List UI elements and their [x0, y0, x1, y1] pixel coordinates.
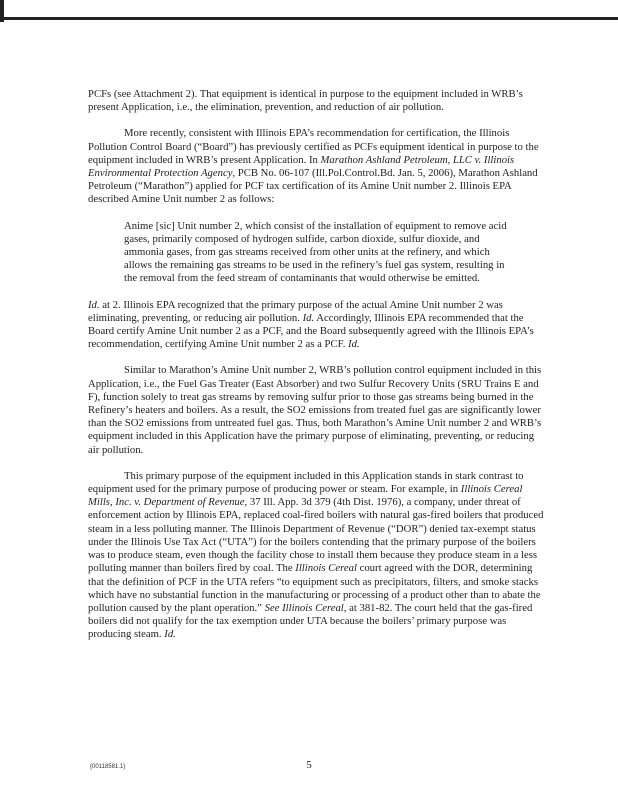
text-run: Accordingly, Illinois EPA recommended that the Board certify Amine Unit number 2 as a PCF, and the Board subsequently agreed with the Illinois EPA’s recommendation, certifying Amine Unit number 2 as a PCF.	[88, 311, 534, 351]
italic-citation: Id.	[348, 338, 360, 351]
text-run: , at 381-82. The court held that the gas-fired boilers did not qualify for the tax exemption under UTA because the boilers’ primary purpose was producing steam.	[88, 601, 533, 641]
italic-citation: Illinois Cereal Mills, Inc. v. Department of Revenue	[88, 483, 523, 509]
text-run: Similar to Marathon’s Amine Unit number 2, WRB’s pollution control equipment included in this Application, i.e., the Fuel Gas Treater (East Absorber) and two Sulfur Recovery Units (SRU Trains E and F), function solely to treat gas streams by removing sulfur prior to those gas streams being burned in the Refinery’s heaters and boilers. As a result, the SO2 emissions from treated fuel gas are significantly lower than the SO2 emissions from untreated fuel gas. Thus, both Marathon’s Amine Unit number 2 and WRB’s equipment included in this Application have the primary purpose of eliminating, preventing, or reducing air pollution.	[88, 364, 542, 456]
italic-citation: Id.	[88, 298, 100, 311]
italic-citation: Marathon Ashland Petroleum, LLC v. Illinois Environmental Protection Agency	[88, 153, 515, 180]
text-run: at 2. Illinois EPA recognized that the primary purpose of the actual Amine Unit number 2 was eliminating, preventing, or reducing air pollution.	[88, 298, 503, 324]
document-body	[88, 88, 548, 642]
text-run: This primary purpose of the equipment included in this Application stands in stark contrast to equipment used for the primary purpose of producing power or steam. For example, in	[88, 469, 524, 496]
paragraph-3	[88, 299, 548, 352]
block-quote	[124, 220, 514, 286]
paragraph-1	[88, 88, 548, 114]
text-run: , PCB No. 06-107 (Ill.Pol.Control.Bd. Jan. 5, 2006), Marathon Ashland Petroleum (“Marathon”) applied for PCF tax certification of its Amine Unit number 2. Illinois EPA described Amine Unit number 2 as follows:	[88, 167, 538, 206]
text-run: PCFs (see Attachment 2). That equipment is identical in purpose to the equipment included in WRB’s present Application, i.e., the elimination, prevention, and reduction of air pollution.	[88, 88, 523, 114]
paragraph-5	[88, 470, 548, 642]
text-run: More recently, consistent with Illinois EPA’s recommendation for certification, the Illinois Pollution Control Board (“Board”) has previously certified as PCFs equipment identical in purpose to the equipment included in WRB’s present Application. In	[88, 127, 539, 166]
text-run: court agreed with the DOR, determining that the definition of PCF in the UTA refers “to equipment such as precipitators, filters, and smoke stacks which have no substantial function in the manufacturing or processing of a product other than to abate the pollution caused by the plant operation.”	[88, 562, 541, 614]
page-number: 5	[306, 759, 312, 771]
paragraph-4	[88, 364, 548, 456]
text-run: , 37 Ill. App. 3d 379 (4th Dist. 1976), a company, under threat of enforcement action by Illinois EPA, replaced coal-fired boilers with natural gas-fired boilers that produced steam in a less polluting manner. The Illinois Department of Revenue (“DOR”) denied tax-exempt status under the Illinois Use Tax Act (“UTA”) for the boilers contending that the primary purpose of the boilers was to produce steam, even though the facility chose to install them because they produce steam in a less polluting manner than boilers fired by coal. The	[88, 496, 544, 575]
italic-citation: See Illinois Cereal	[264, 601, 344, 614]
paragraph-2	[88, 127, 548, 206]
italic-citation: Id.	[164, 628, 176, 641]
italic-citation: Id.	[302, 311, 315, 324]
text-run: Anime [sic] Unit number 2, which consist of the installation of equipment to remove acid gases, primarily composed of hydrogen sulfide, carbon dioxide, sulfur dioxide, and ammonia gases, from gas streams received from other units at the refinery, and which allows the remaining gas streams to be used in the refinery’s fuel gas system, resulting in the removal from the feed stream of contaminants that would otherwise be emitted.	[124, 219, 507, 285]
top-rule	[0, 17, 618, 20]
italic-citation: Illinois Cereal	[295, 562, 357, 575]
footer-document-id: {00118581.1}	[90, 764, 126, 770]
